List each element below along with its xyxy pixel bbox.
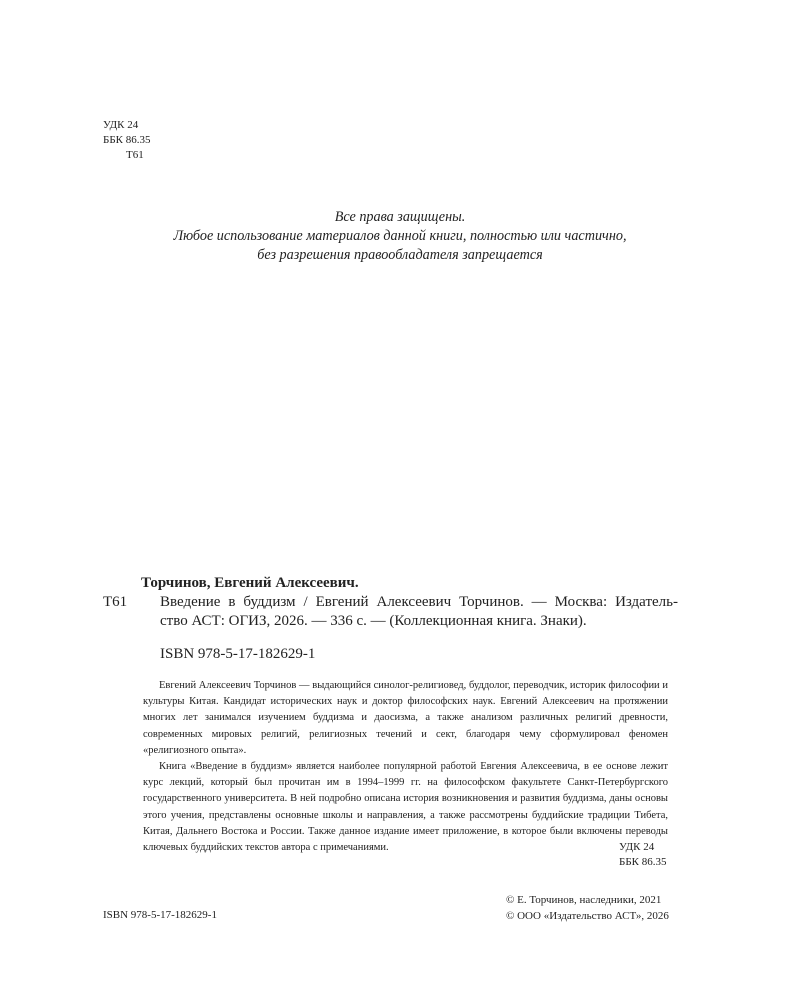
- bibliographic-line-1: Введение в буддизм / Евгений Алексеевич Торчинов. — Москва: Издатель-: [160, 594, 678, 610]
- author-mark-inline: Т61: [103, 594, 128, 610]
- annotation-paragraph-1: Евгений Алексеевич Торчинов — выдающийся синолог-религиовед, буддолог, переводчик, историк философии и культуры Китая. Кандидат исторических наук и доктор философских наук. Евгений Алексеевич на протяжении многих лет занимался изучением буддизма и даосизма, а также анализом различных религий древности, современных мировых религий, религиозных течений и сект, благодаря чему сформулировал феномен «религиозного опыта».: [143, 680, 668, 756]
- bibliographic-entry: [103, 574, 678, 664]
- copyright-line-1: © Е. Торчинов, наследники, 2021: [506, 894, 662, 906]
- author-heading: Торчинов, Евгений Алексеевич.: [141, 575, 359, 591]
- annotation-paragraph-2: Книга «Введение в буддизм» является наиболее популярной работой Евгения Алексеевича, в ее основе лежит курс лекций, который был прочитан им в 1994–1999 гг. на философском факультете Санкт-Петербургского государственного университета. В ней подробно описана история возникновения и развития буддизма, даны основы этого учения, представлены основные школы и направления, а также рассмотрены буддийские традиции Тибета, Китая, Дальнего Востока и России. Также данное издание имеет приложение, в которое были включены переводы ключевых буддийских текстов автора с примечаниями.: [143, 761, 668, 854]
- rights-notice: [100, 208, 700, 265]
- annotation: [143, 678, 668, 856]
- bbk-code: ББК 86.35: [103, 134, 151, 146]
- rights-line-2: Любое использование материалов данной книги, полностью или частично,: [173, 228, 627, 244]
- bbk-code-bottom: ББК 86.35: [619, 856, 667, 868]
- isbn-footer: ISBN 978-5-17-182629-1: [103, 909, 217, 921]
- bibliographic-description: [103, 593, 678, 631]
- rights-line-1: Все права защищены.: [334, 209, 466, 225]
- bibliographic-body: [160, 593, 678, 631]
- copyright-line-2: © ООО «Издательство АСТ», 2026: [506, 909, 669, 922]
- author-mark: Т61: [126, 149, 144, 161]
- classification-block: [103, 118, 223, 163]
- isbn-entry: ISBN 978-5-17-182629-1: [160, 646, 316, 662]
- udk-code: УДК 24: [103, 119, 139, 131]
- classification-block-bottom: [619, 840, 666, 870]
- rights-line-3: без разрешения правообладателя запрещается: [257, 247, 543, 263]
- udk-code-bottom: УДК 24: [619, 841, 655, 853]
- bibliographic-line-2: ство АСТ: ОГИЗ, 2026. — 336 с. — (Коллекционная книга. Знаки).: [160, 613, 587, 629]
- copyright-block: [506, 893, 669, 924]
